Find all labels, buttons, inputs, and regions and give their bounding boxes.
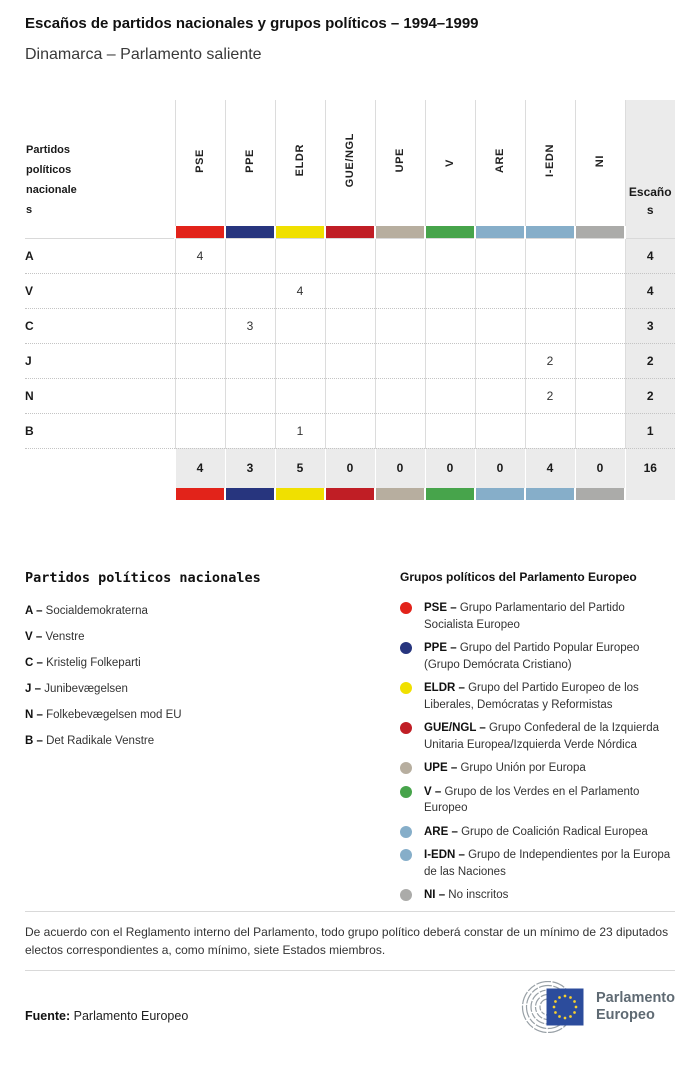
- group-desc: [424, 720, 675, 753]
- group-abbr: NI –: [424, 889, 449, 901]
- group-column-header: [425, 100, 475, 226]
- seat-value-cell: [525, 273, 575, 308]
- legend-party-item: [25, 655, 375, 672]
- group-color-bar: [575, 488, 625, 500]
- row-total-cell: 3: [625, 308, 675, 343]
- group-column-header: [525, 100, 575, 226]
- group-desc: [424, 680, 675, 713]
- eu-star: [564, 1016, 567, 1019]
- seats-column-header-label: Escaños: [628, 185, 672, 217]
- group-color-bar: [225, 488, 275, 500]
- group-column-header-label: PPE: [244, 148, 256, 173]
- seat-value-cell: [175, 273, 225, 308]
- seat-value-cell: [375, 273, 425, 308]
- group-color-bar: [425, 226, 475, 238]
- group-color-dot: [400, 762, 412, 774]
- total-value-cell: 0: [325, 448, 375, 488]
- group-desc-text: Grupo de los Verdes en el Parlamento Europeo: [424, 785, 640, 814]
- seat-value-cell: [525, 308, 575, 343]
- seat-value-cell: 2: [525, 378, 575, 413]
- seat-value-cell: [575, 308, 625, 343]
- group-color-dot: [400, 682, 412, 694]
- row-total-cell: 2: [625, 378, 675, 413]
- table-row: [25, 238, 675, 273]
- seat-value-cell: [175, 378, 225, 413]
- seat-value-cell: [225, 378, 275, 413]
- group-abbr: ARE –: [424, 825, 462, 838]
- party-name: Folkebevægelsen mod EU: [46, 709, 182, 721]
- legend-party-item: [25, 603, 375, 620]
- legend-group-item: [400, 824, 675, 841]
- group-column-header-label: UPE: [394, 148, 406, 173]
- group-desc: [424, 784, 675, 817]
- eu-flag-icon: [547, 988, 584, 1025]
- group-color-bar: [475, 226, 525, 238]
- group-color-bar: [525, 226, 575, 238]
- group-color-bar: [375, 226, 425, 238]
- group-desc-text: Grupo Parlamentario del Partido Socialista Europeo: [424, 602, 625, 631]
- group-abbr: PSE –: [424, 602, 460, 614]
- legend-political-groups: [400, 570, 675, 911]
- party-abbr: C –: [25, 657, 47, 669]
- group-desc: [424, 847, 675, 880]
- page-title: Escaños de partidos nacionales y grupos políticos – 1994–1999: [25, 15, 479, 32]
- seat-value-cell: [525, 413, 575, 448]
- seat-value-cell: [325, 378, 375, 413]
- seat-value-cell: [475, 343, 525, 378]
- color-bar-seats-spacer: [625, 488, 675, 500]
- group-abbr: V –: [424, 785, 445, 798]
- party-name: Junibevægelsen: [44, 683, 128, 695]
- seat-value-cell: [175, 308, 225, 343]
- seat-value-cell: [225, 413, 275, 448]
- footnote-text: De acuerdo con el Reglamento interno del Parlamento, todo grupo político deberá constar de un mínimo de 23 diputados electos correspondientes a, como mínimo, siete Estados miembros.: [25, 924, 669, 957]
- eu-star: [569, 1015, 572, 1018]
- divider: [25, 970, 675, 971]
- group-color-bar: [525, 488, 575, 500]
- legend-national-parties: [25, 570, 375, 911]
- party-abbr: J –: [25, 683, 45, 695]
- table-row: [25, 413, 675, 448]
- group-abbr: UPE –: [424, 762, 461, 774]
- legend-party-item: [25, 681, 375, 698]
- group-color-dot: [400, 642, 412, 654]
- seat-value-cell: [325, 413, 375, 448]
- legend-parties-title: Partidos políticos nacionales: [25, 570, 261, 586]
- seat-value-cell: [425, 343, 475, 378]
- row-total-cell: 4: [625, 238, 675, 273]
- seat-value-cell: [275, 378, 325, 413]
- group-column-header: [475, 100, 525, 226]
- table-row: [25, 343, 675, 378]
- seat-value-cell: [375, 343, 425, 378]
- legend-groups-title: Grupos políticos del Parlamento Europeo: [400, 570, 637, 584]
- source-label: Fuente:: [25, 1008, 71, 1023]
- seat-value-cell: 2: [525, 343, 575, 378]
- total-value-cell: 4: [175, 448, 225, 488]
- group-column-header: [575, 100, 625, 226]
- seat-value-cell: [575, 238, 625, 273]
- seat-value-cell: [275, 308, 325, 343]
- legend-section: [25, 570, 675, 911]
- seat-value-cell: [375, 413, 425, 448]
- eu-star: [564, 994, 567, 997]
- seat-value-cell: 4: [275, 273, 325, 308]
- row-total-cell: 1: [625, 413, 675, 448]
- seat-value-cell: [575, 378, 625, 413]
- group-color-dot: [400, 826, 412, 838]
- party-name: Kristelig Folkeparti: [46, 657, 141, 669]
- seat-value-cell: [325, 308, 375, 343]
- group-color-dot: [400, 722, 412, 734]
- totals-spacer-cell: [25, 448, 175, 488]
- group-desc-text: Grupo de Independientes por la Europa de las Naciones: [424, 849, 671, 878]
- color-bar-spacer: [25, 226, 175, 238]
- seat-value-cell: 4: [175, 238, 225, 273]
- group-color-dot: [400, 602, 412, 614]
- group-color-dot: [400, 849, 412, 861]
- page: [0, 14, 700, 1033]
- eu-star: [575, 1005, 578, 1008]
- group-column-header-label: V: [444, 159, 456, 167]
- legend-group-item: [400, 640, 675, 673]
- party-column-header-label: Partidos políticos nacionales: [26, 144, 77, 216]
- source-text: Parlamento Europeo: [73, 1008, 189, 1023]
- eu-star: [569, 996, 572, 999]
- group-abbr: GUE/NGL –: [424, 722, 489, 734]
- group-color-bar: [475, 488, 525, 500]
- group-column-header-label: NI: [594, 154, 606, 167]
- ep-logo: [510, 981, 675, 1033]
- legend-group-item: [400, 600, 675, 633]
- party-label-cell: J: [25, 343, 175, 378]
- row-total-cell: 2: [625, 343, 675, 378]
- hemicycle-eu-flag-icon: [510, 981, 588, 1033]
- party-abbr: N –: [25, 709, 47, 721]
- eu-star: [558, 996, 561, 999]
- group-desc-text: Grupo Unión por Europa: [460, 762, 586, 774]
- row-total-cell: 4: [625, 273, 675, 308]
- party-label-cell: B: [25, 413, 175, 448]
- group-desc: [424, 760, 586, 777]
- group-desc-text: Grupo del Partido Popular Europeo (Grupo Demócrata Cristiano): [424, 642, 640, 671]
- seat-value-cell: [225, 273, 275, 308]
- total-value-cell: 0: [375, 448, 425, 488]
- legend-group-item: [400, 784, 675, 817]
- group-abbr: ELDR –: [424, 682, 469, 694]
- seat-value-cell: [575, 273, 625, 308]
- legend-group-item: [400, 887, 675, 904]
- group-column-header: [325, 100, 375, 226]
- seat-value-cell: [475, 238, 525, 273]
- group-abbr: PPE –: [424, 642, 460, 654]
- group-color-bar: [175, 226, 225, 238]
- total-value-cell: 0: [575, 448, 625, 488]
- group-column-header: [375, 100, 425, 226]
- logo-text: [596, 990, 675, 1024]
- group-column-header: [225, 100, 275, 226]
- eu-star: [558, 1015, 561, 1018]
- total-value-cell: 0: [425, 448, 475, 488]
- table-row: [25, 308, 675, 343]
- seat-value-cell: [575, 413, 625, 448]
- seat-value-cell: [325, 273, 375, 308]
- total-value-cell: 3: [225, 448, 275, 488]
- seat-value-cell: [225, 343, 275, 378]
- seat-value-cell: [375, 308, 425, 343]
- grand-total-cell: 16: [625, 448, 675, 488]
- seats-column-header: [625, 100, 675, 226]
- group-desc-text: Grupo del Partido Europeo de los Liberales, Demócratas y Reformistas: [424, 682, 639, 711]
- color-bar-seats-spacer: [625, 226, 675, 238]
- group-desc: [424, 887, 508, 904]
- seat-value-cell: [325, 343, 375, 378]
- total-value-cell: 5: [275, 448, 325, 488]
- party-name: Venstre: [45, 631, 85, 643]
- seat-value-cell: [425, 378, 475, 413]
- seat-value-cell: [525, 238, 575, 273]
- group-color-dot: [400, 889, 412, 901]
- source-row: [25, 979, 675, 1033]
- seat-value-cell: [475, 273, 525, 308]
- group-desc-text: Grupo de Coalición Radical Europea: [461, 825, 648, 838]
- seat-value-cell: [375, 378, 425, 413]
- party-abbr: A –: [25, 605, 46, 617]
- group-color-bar-row-top: [25, 226, 675, 238]
- seat-value-cell: [325, 238, 375, 273]
- party-label-cell: A: [25, 238, 175, 273]
- party-abbr: B –: [25, 735, 47, 747]
- group-column-header-label: ARE: [494, 147, 506, 174]
- group-desc: [424, 824, 648, 841]
- group-desc-text: No inscritos: [448, 889, 509, 901]
- seat-value-cell: [475, 378, 525, 413]
- seat-value-cell: 1: [275, 413, 325, 448]
- page-subtitle: Dinamarca – Parlamento saliente: [25, 46, 262, 63]
- eu-star: [554, 1011, 557, 1014]
- group-color-dot: [400, 786, 412, 798]
- seat-value-cell: [175, 343, 225, 378]
- table-row: [25, 378, 675, 413]
- seat-value-cell: [425, 273, 475, 308]
- table-row: [25, 273, 675, 308]
- group-column-header-label: I-EDN: [544, 144, 556, 177]
- seat-value-cell: [425, 308, 475, 343]
- party-label-cell: V: [25, 273, 175, 308]
- group-color-bar: [175, 488, 225, 500]
- logo-line1: Parlamento: [596, 989, 675, 1006]
- group-column-header-label: ELDR: [294, 144, 306, 177]
- party-column-header: [25, 100, 175, 226]
- seat-value-cell: [475, 308, 525, 343]
- group-column-header: [175, 100, 225, 226]
- group-color-bar: [275, 226, 325, 238]
- seat-value-cell: [475, 413, 525, 448]
- divider: [25, 911, 675, 912]
- seat-value-cell: [425, 238, 475, 273]
- seat-value-cell: 3: [225, 308, 275, 343]
- total-value-cell: 0: [475, 448, 525, 488]
- logo-line2: Europeo: [596, 1006, 655, 1023]
- legend-group-item: [400, 680, 675, 713]
- eu-star: [554, 1000, 557, 1003]
- group-color-bar-row-bottom: [25, 488, 675, 500]
- group-color-bar: [375, 488, 425, 500]
- seat-value-cell: [375, 238, 425, 273]
- eu-star: [573, 1000, 576, 1003]
- group-color-bar: [225, 226, 275, 238]
- group-column-header: [275, 100, 325, 226]
- group-color-bar: [325, 488, 375, 500]
- seat-value-cell: [425, 413, 475, 448]
- legend-party-item: [25, 629, 375, 646]
- table-header-row: [25, 100, 675, 226]
- seat-value-cell: [275, 238, 325, 273]
- seats-table: [25, 100, 675, 500]
- group-desc: [424, 640, 675, 673]
- legend-group-item: [400, 720, 675, 753]
- seat-value-cell: [175, 413, 225, 448]
- totals-row: [25, 448, 675, 488]
- group-color-bar: [275, 488, 325, 500]
- group-desc: [424, 600, 675, 633]
- legend-party-item: [25, 707, 375, 724]
- party-label-cell: N: [25, 378, 175, 413]
- seat-value-cell: [575, 343, 625, 378]
- party-label-cell: C: [25, 308, 175, 343]
- group-color-bar: [325, 226, 375, 238]
- group-column-header-label: GUE/NGL: [344, 133, 356, 188]
- party-name: Socialdemokraterna: [45, 605, 148, 617]
- party-name: Det Radikale Venstre: [46, 735, 155, 747]
- eu-star: [553, 1005, 556, 1008]
- seat-value-cell: [275, 343, 325, 378]
- total-value-cell: 4: [525, 448, 575, 488]
- group-column-header-label: PSE: [194, 148, 206, 173]
- source: [25, 1009, 188, 1023]
- legend-group-item: [400, 760, 675, 777]
- legend-party-item: [25, 733, 375, 750]
- group-color-bar: [575, 226, 625, 238]
- legend-group-item: [400, 847, 675, 880]
- seat-value-cell: [225, 238, 275, 273]
- group-desc-text: Grupo Confederal de la Izquierda Unitaria Europea/Izquierda Verde Nórdica: [424, 722, 660, 751]
- group-abbr: I-EDN –: [424, 849, 469, 861]
- group-color-bar: [425, 488, 475, 500]
- party-abbr: V –: [25, 631, 46, 643]
- color-bar-spacer: [25, 488, 175, 500]
- eu-star: [573, 1011, 576, 1014]
